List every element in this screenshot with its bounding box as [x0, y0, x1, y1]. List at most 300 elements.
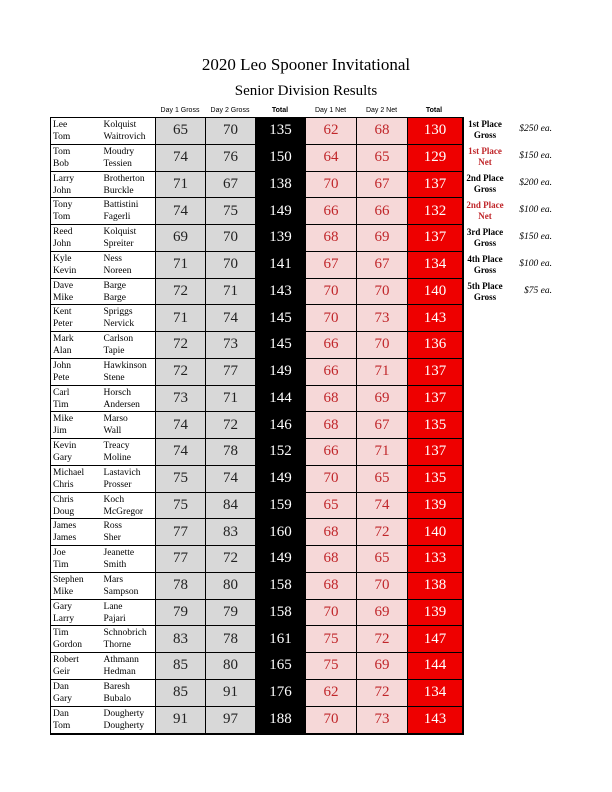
player1-last-name: Marso — [103, 414, 128, 425]
day1-net-cell: 75 — [306, 626, 357, 652]
gross-total-cell: 149 — [256, 198, 306, 224]
day2-gross-cell: 71 — [206, 279, 256, 305]
table-row — [51, 439, 462, 466]
team-names — [51, 626, 156, 652]
team-names — [51, 466, 156, 492]
prize-category: Net — [478, 211, 492, 221]
table-row — [51, 279, 462, 306]
prize-item — [462, 173, 612, 199]
prize-amount: $250 ea. — [519, 124, 552, 134]
gross-total-cell: 160 — [256, 519, 306, 545]
day1-gross-cell: 85 — [156, 653, 206, 679]
day1-net-cell: 65 — [306, 493, 357, 519]
day2-net-cell: 67 — [357, 252, 408, 278]
gross-total-cell: 141 — [256, 252, 306, 278]
player2-last-name: Hedman — [103, 667, 136, 677]
gross-total-cell: 165 — [256, 653, 306, 679]
header-day1-net: Day 1 Net — [314, 107, 347, 114]
gross-total-cell: 158 — [256, 573, 306, 599]
day2-gross-cell: 84 — [206, 493, 256, 519]
player1-last-name: Jeanette — [103, 548, 135, 558]
gross-total-cell: 152 — [256, 439, 306, 465]
last-names — [104, 601, 155, 626]
day2-gross-cell: 80 — [206, 573, 256, 599]
player2-first-name: Peter — [53, 319, 73, 330]
player1-first-name: Michael — [53, 467, 85, 478]
player1-first-name: Tim — [53, 628, 69, 639]
player2-last-name: Sampson — [103, 586, 139, 597]
prize-label — [462, 119, 508, 141]
net-total-cell: 132 — [408, 198, 462, 224]
player1-first-name: Joe — [53, 548, 66, 558]
prize-label — [462, 173, 508, 195]
player1-last-name: Baresh — [103, 681, 130, 692]
day2-gross-cell: 70 — [206, 225, 256, 251]
day1-gross-cell: 75 — [156, 466, 206, 492]
table-row — [51, 145, 462, 172]
player1-first-name: Kent — [53, 307, 72, 318]
day1-gross-cell: 72 — [156, 332, 206, 358]
day2-gross-cell: 72 — [206, 412, 256, 438]
gross-total-cell: 150 — [256, 145, 306, 171]
day2-net-cell: 73 — [357, 707, 408, 734]
table-row — [51, 600, 462, 627]
first-names — [51, 547, 104, 572]
table-row — [51, 519, 462, 546]
day2-net-cell: 72 — [357, 519, 408, 545]
table-row — [51, 680, 462, 707]
day1-gross-cell: 77 — [156, 519, 206, 545]
first-names — [51, 520, 104, 545]
player2-last-name: Fagerli — [103, 212, 131, 223]
day1-net-cell: 70 — [306, 305, 357, 331]
team-names — [51, 332, 156, 358]
day2-gross-cell: 74 — [206, 466, 256, 492]
first-names — [51, 627, 104, 652]
last-names — [104, 494, 155, 519]
day1-net-cell: 64 — [306, 145, 357, 171]
net-total-cell: 147 — [408, 626, 462, 652]
day1-net-cell: 62 — [306, 680, 357, 706]
player2-first-name: Gary — [53, 453, 72, 463]
player2-first-name: John — [53, 239, 71, 249]
player1-last-name: Schnobrich — [103, 628, 147, 639]
last-names — [104, 654, 155, 679]
player1-first-name: Mark — [53, 334, 74, 344]
day2-net-cell: 73 — [357, 305, 408, 331]
player2-last-name: Barge — [103, 292, 127, 303]
day2-net-cell: 67 — [357, 172, 408, 198]
table-row — [51, 172, 462, 199]
day2-gross-cell: 72 — [206, 546, 256, 572]
team-names — [51, 252, 156, 278]
net-total-cell: 129 — [408, 145, 462, 171]
net-total-cell: 139 — [408, 493, 462, 519]
player1-first-name: Carl — [53, 387, 70, 398]
gross-total-cell: 158 — [256, 600, 306, 626]
player1-last-name: Kolquist — [103, 227, 137, 237]
day2-net-cell: 69 — [357, 653, 408, 679]
net-total-cell: 137 — [408, 225, 462, 251]
header-day1-gross: Day 1 Gross — [160, 107, 200, 114]
day2-gross-cell: 97 — [206, 707, 256, 734]
net-total-cell: 139 — [408, 600, 462, 626]
header-day2-net: Day 2 Net — [365, 107, 398, 114]
first-names — [51, 654, 104, 679]
gross-total-cell: 188 — [256, 707, 306, 734]
day2-net-cell: 65 — [357, 546, 408, 572]
player1-first-name: Kevin — [53, 441, 77, 451]
player2-first-name: Doug — [53, 506, 75, 517]
last-names — [104, 413, 155, 438]
prize-item — [462, 146, 612, 172]
player2-first-name: John — [53, 185, 71, 196]
net-total-cell: 137 — [408, 172, 462, 198]
day1-net-cell: 67 — [306, 252, 357, 278]
table-row — [51, 225, 462, 252]
first-names — [51, 681, 104, 706]
gross-total-cell: 149 — [256, 546, 306, 572]
day1-gross-cell: 74 — [156, 412, 206, 438]
team-names — [51, 600, 156, 626]
day1-net-cell: 70 — [306, 707, 357, 734]
prize-amount: $150 ea. — [519, 151, 552, 161]
first-names — [51, 494, 104, 519]
team-names — [51, 573, 156, 599]
player2-last-name: Tapie — [103, 346, 125, 356]
day2-gross-cell: 67 — [206, 172, 256, 198]
team-names — [51, 519, 156, 545]
prize-category: Gross — [473, 184, 497, 194]
net-total-cell: 137 — [408, 439, 462, 465]
day2-gross-cell: 70 — [206, 252, 256, 278]
day2-net-cell: 68 — [357, 118, 408, 144]
header-day2-gross: Day 2 Gross — [210, 107, 250, 114]
player2-last-name: Noreen — [103, 265, 132, 276]
last-names — [104, 627, 155, 652]
net-total-cell: 144 — [408, 653, 462, 679]
gross-total-cell: 145 — [256, 305, 306, 331]
team-names — [51, 493, 156, 519]
day2-gross-cell: 77 — [206, 359, 256, 385]
day1-net-cell: 70 — [306, 466, 357, 492]
gross-total-cell: 176 — [256, 680, 306, 706]
day2-net-cell: 65 — [357, 466, 408, 492]
player2-first-name: Tom — [53, 720, 71, 731]
player2-last-name: Burckle — [103, 185, 134, 196]
day2-net-cell: 65 — [357, 145, 408, 171]
prize-item — [462, 254, 612, 280]
day2-net-cell: 69 — [357, 600, 408, 626]
day2-net-cell: 69 — [357, 386, 408, 412]
player2-first-name: Mike — [53, 292, 74, 303]
day2-gross-cell: 78 — [206, 626, 256, 652]
team-names — [51, 145, 156, 171]
player1-last-name: Ness — [103, 253, 122, 264]
last-names — [104, 146, 155, 171]
day2-gross-cell: 79 — [206, 600, 256, 626]
last-names — [104, 387, 155, 412]
last-names — [104, 467, 155, 492]
table-row — [51, 493, 462, 520]
player1-first-name: Lee — [53, 120, 68, 130]
last-names — [104, 253, 155, 278]
table-row — [51, 653, 462, 680]
day1-net-cell: 68 — [306, 519, 357, 545]
player2-first-name: Bob — [53, 158, 69, 169]
player2-first-name: Gary — [53, 693, 72, 704]
day1-gross-cell: 72 — [156, 359, 206, 385]
day2-gross-cell: 73 — [206, 332, 256, 358]
last-names — [104, 440, 155, 465]
first-names — [51, 440, 104, 465]
table-row — [51, 412, 462, 439]
day1-net-cell: 66 — [306, 359, 357, 385]
player2-first-name: Mike — [53, 586, 74, 597]
last-names — [104, 333, 155, 358]
day1-gross-cell: 74 — [156, 198, 206, 224]
prize-amount: $150 ea. — [519, 232, 552, 242]
day1-net-cell: 70 — [306, 172, 357, 198]
player1-last-name: Koch — [103, 494, 125, 505]
last-names — [104, 681, 155, 706]
day2-gross-cell: 91 — [206, 680, 256, 706]
day1-gross-cell: 73 — [156, 386, 206, 412]
day2-net-cell: 66 — [357, 198, 408, 224]
header-total: Total — [271, 107, 289, 114]
table-row — [51, 118, 462, 145]
day2-gross-cell: 76 — [206, 145, 256, 171]
day1-net-cell: 68 — [306, 546, 357, 572]
team-names — [51, 359, 156, 385]
day1-gross-cell: 77 — [156, 546, 206, 572]
net-total-cell: 130 — [408, 118, 462, 144]
player1-last-name: Kolquist — [103, 120, 137, 130]
player2-first-name: Tim — [53, 560, 69, 570]
day2-net-cell: 71 — [357, 439, 408, 465]
player2-first-name: Kevin — [53, 265, 77, 276]
day1-gross-cell: 71 — [156, 252, 206, 278]
player2-first-name: Pete — [53, 372, 70, 383]
first-names — [51, 280, 104, 305]
last-names — [104, 708, 155, 734]
player1-last-name: Moudry — [103, 146, 135, 157]
player1-last-name: Treacy — [103, 441, 130, 451]
player1-first-name: Chris — [53, 494, 74, 505]
table-row — [51, 573, 462, 600]
prize-place: 1st Place — [468, 119, 502, 129]
prize-label — [462, 281, 508, 303]
first-names — [51, 333, 104, 358]
player2-last-name: Thorne — [103, 640, 131, 651]
day2-net-cell: 69 — [357, 225, 408, 251]
player1-first-name: Mike — [53, 414, 74, 425]
day1-gross-cell: 69 — [156, 225, 206, 251]
net-total-cell: 137 — [408, 359, 462, 385]
day1-net-cell: 66 — [306, 198, 357, 224]
day1-net-cell: 68 — [306, 573, 357, 599]
prize-item — [462, 200, 612, 226]
player1-last-name: Carlson — [103, 334, 134, 344]
last-names — [104, 360, 155, 385]
day1-net-cell: 68 — [306, 225, 357, 251]
first-names — [51, 708, 104, 734]
prize-place: 3rd Place — [466, 227, 504, 237]
prize-amount: $75 ea. — [524, 286, 552, 296]
player2-last-name: Smith — [103, 560, 127, 570]
player1-first-name: Robert — [53, 655, 79, 665]
prize-category: Gross — [473, 130, 497, 140]
last-names — [104, 226, 155, 251]
table-row — [51, 305, 462, 332]
day1-net-cell: 62 — [306, 118, 357, 144]
net-total-cell: 135 — [408, 466, 462, 492]
player1-first-name: Dan — [53, 708, 69, 719]
team-names — [51, 439, 156, 465]
day1-gross-cell: 72 — [156, 279, 206, 305]
day1-gross-cell: 83 — [156, 626, 206, 652]
table-row — [51, 386, 462, 413]
team-names — [51, 386, 156, 412]
net-total-cell: 136 — [408, 332, 462, 358]
player1-last-name: Horsch — [103, 387, 131, 398]
player1-first-name: Tom — [53, 146, 71, 157]
net-total-cell: 137 — [408, 386, 462, 412]
day1-gross-cell: 79 — [156, 600, 206, 626]
day1-gross-cell: 74 — [156, 145, 206, 171]
gross-total-cell: 161 — [256, 626, 306, 652]
prize-item — [462, 119, 612, 145]
first-names — [51, 199, 104, 224]
day1-gross-cell: 85 — [156, 680, 206, 706]
team-names — [51, 118, 156, 144]
player1-first-name: Dave — [53, 280, 74, 291]
player1-last-name: Lastavich — [103, 467, 141, 478]
net-total-cell: 143 — [408, 305, 462, 331]
player1-last-name: Athmann — [103, 655, 139, 665]
last-names — [104, 173, 155, 198]
prize-amount: $200 ea. — [519, 178, 552, 188]
table-row — [51, 198, 462, 225]
day1-gross-cell: 65 — [156, 118, 206, 144]
team-names — [51, 198, 156, 224]
player2-last-name: Pajari — [103, 613, 126, 624]
prize-place: 5th Place — [467, 281, 503, 291]
day2-gross-cell: 71 — [206, 386, 256, 412]
player1-last-name: Hawkinson — [103, 360, 147, 371]
net-total-cell: 140 — [408, 519, 462, 545]
gross-total-cell: 135 — [256, 118, 306, 144]
day2-gross-cell: 74 — [206, 305, 256, 331]
team-names — [51, 412, 156, 438]
prize-category: Gross — [473, 265, 497, 275]
player1-first-name: John — [53, 360, 71, 371]
net-total-cell: 133 — [408, 546, 462, 572]
prize-category: Gross — [473, 238, 497, 248]
day2-gross-cell: 75 — [206, 198, 256, 224]
first-names — [51, 119, 104, 144]
prize-amount: $100 ea. — [519, 259, 552, 269]
player2-first-name: Tim — [53, 399, 69, 410]
first-names — [51, 360, 104, 385]
net-total-cell: 140 — [408, 279, 462, 305]
day2-net-cell: 70 — [357, 332, 408, 358]
prize-label — [462, 227, 508, 249]
player1-last-name: Spriggs — [103, 307, 133, 318]
gross-total-cell: 144 — [256, 386, 306, 412]
net-total-cell: 135 — [408, 412, 462, 438]
player1-first-name: Dan — [53, 681, 69, 692]
team-names — [51, 279, 156, 305]
player1-first-name: Gary — [53, 601, 72, 612]
team-names — [51, 546, 156, 572]
day1-net-cell: 70 — [306, 279, 357, 305]
gross-total-cell: 138 — [256, 172, 306, 198]
prize-place: 2nd Place — [466, 200, 504, 210]
gross-total-cell: 139 — [256, 225, 306, 251]
header-net-total: Total — [425, 107, 443, 114]
player1-first-name: Tony — [53, 200, 73, 211]
last-names — [104, 547, 155, 572]
player2-first-name: Larry — [53, 613, 75, 624]
day1-net-cell: 75 — [306, 653, 357, 679]
player1-first-name: Kyle — [53, 253, 72, 264]
last-names — [104, 574, 155, 599]
player2-last-name: Tessien — [103, 158, 132, 169]
gross-total-cell: 149 — [256, 466, 306, 492]
table-row — [51, 359, 462, 386]
day1-net-cell: 70 — [306, 600, 357, 626]
table-row — [51, 252, 462, 279]
day1-gross-cell: 71 — [156, 172, 206, 198]
first-names — [51, 226, 104, 251]
table-row — [51, 332, 462, 359]
day1-gross-cell: 71 — [156, 305, 206, 331]
player2-last-name: Nervick — [103, 319, 135, 330]
day1-net-cell: 66 — [306, 332, 357, 358]
first-names — [51, 306, 104, 331]
team-names — [51, 680, 156, 706]
table-row — [51, 626, 462, 653]
player2-first-name: Gordon — [53, 640, 83, 651]
first-names — [51, 574, 104, 599]
player2-last-name: Spreiter — [103, 239, 134, 249]
last-names — [104, 199, 155, 224]
gross-total-cell: 146 — [256, 412, 306, 438]
gross-total-cell: 159 — [256, 493, 306, 519]
player1-last-name: Barge — [103, 280, 127, 291]
team-names — [51, 305, 156, 331]
last-names — [104, 520, 155, 545]
player2-first-name: Geir — [53, 667, 70, 677]
day2-net-cell: 67 — [357, 412, 408, 438]
team-names — [51, 653, 156, 679]
day2-net-cell: 72 — [357, 626, 408, 652]
day1-net-cell: 68 — [306, 412, 357, 438]
first-names — [51, 146, 104, 171]
team-names — [51, 225, 156, 251]
page-title: 2020 Leo Spooner Invitational — [201, 55, 411, 74]
prize-place: 2nd Place — [466, 173, 504, 183]
team-names — [51, 707, 156, 734]
prize-place: 1st Place — [468, 146, 502, 156]
player2-last-name: Moline — [103, 453, 131, 463]
prize-item — [462, 227, 612, 253]
player2-last-name: Stene — [103, 372, 125, 383]
day2-gross-cell: 83 — [206, 519, 256, 545]
player2-last-name: Waitrovich — [103, 132, 146, 142]
day2-net-cell: 74 — [357, 493, 408, 519]
